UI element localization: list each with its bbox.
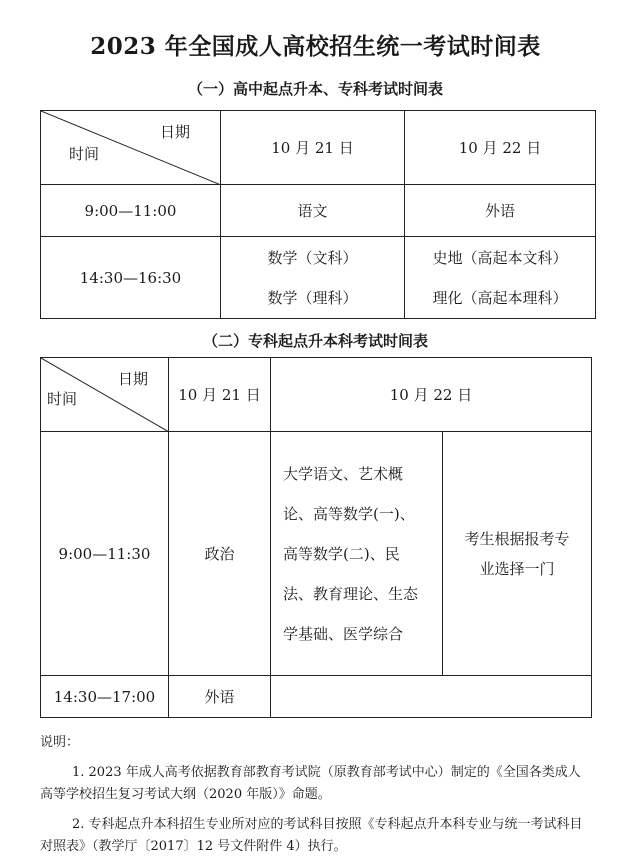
table2-date-2: 10 月 22 日 bbox=[271, 358, 592, 432]
subject-line: 史地（高起本文科） bbox=[432, 248, 568, 267]
subject-line: 理化（高起本理科） bbox=[432, 288, 568, 307]
table1-heading: （一）高中起点升本、专科考试时间表 bbox=[187, 80, 443, 98]
subject-cell bbox=[221, 237, 405, 319]
subject-cell: 政治 bbox=[169, 432, 271, 676]
table-row bbox=[41, 676, 592, 718]
empty-cell bbox=[271, 676, 592, 718]
table1-date-1: 10 月 21 日 bbox=[221, 111, 405, 185]
note-item: 1. 2023 年成人高考依据教育部教育考试院（原教育部考试中心）制定的《全国各类成人高等学校招生复习考试大纲（2020 年版）》命题。 bbox=[40, 765, 581, 802]
table1-header-row bbox=[41, 111, 596, 185]
subject-cell bbox=[405, 237, 596, 319]
subject-line: 论、高等数学(一)、 bbox=[283, 504, 415, 523]
table1 bbox=[40, 110, 596, 319]
corner-time-label: 时间 bbox=[47, 390, 78, 408]
corner-date-label: 日期 bbox=[117, 370, 148, 388]
table-row bbox=[41, 432, 592, 676]
table2-date-1: 10 月 21 日 bbox=[169, 358, 271, 432]
notes-label: 说明： bbox=[40, 735, 80, 750]
instruction-cell bbox=[443, 432, 592, 676]
table2-header-row bbox=[41, 358, 592, 432]
time-cell: 14:30—17:00 bbox=[41, 676, 169, 718]
time-cell: 14:30—16:30 bbox=[41, 237, 221, 319]
note-item: 2. 专科起点升本科招生专业所对应的考试科目按照《专科起点升本科专业与统一考试科目对照表》（教学厅〔2017〕12 号文件附件 4）执行。 bbox=[40, 817, 583, 854]
table1-date-2: 10 月 22 日 bbox=[405, 111, 596, 185]
corner-time-label: 时间 bbox=[69, 145, 100, 163]
subject-line: 法、教育理论、生态 bbox=[283, 584, 419, 603]
subject-cell: 外语 bbox=[169, 676, 271, 718]
subject-cell: 语文 bbox=[221, 185, 405, 237]
instruction-line: 考生根据报考专 bbox=[464, 529, 570, 548]
table2-corner-cell bbox=[41, 358, 169, 432]
table2 bbox=[40, 357, 592, 718]
table-row bbox=[41, 185, 596, 237]
subject-cell: 外语 bbox=[405, 185, 596, 237]
notes-section bbox=[40, 732, 590, 858]
time-cell: 9:00—11:30 bbox=[41, 432, 169, 676]
subject-line: 数学（理科） bbox=[267, 288, 358, 307]
subject-line: 高等数学(二)、民 bbox=[283, 544, 400, 563]
table1-corner-cell bbox=[41, 111, 221, 185]
diagonal-line bbox=[41, 111, 221, 185]
page-title: 2023 年全国成人高校招生统一考试时间表 bbox=[90, 33, 541, 60]
subject-line: 数学（文科） bbox=[267, 248, 358, 267]
instruction-line: 业选择一门 bbox=[479, 559, 555, 578]
subject-line: 大学语文、艺术概 bbox=[283, 464, 404, 483]
corner-date-label: 日期 bbox=[159, 123, 190, 141]
table2-heading: （二）专科起点升本科考试时间表 bbox=[202, 332, 428, 350]
subject-list-cell bbox=[271, 432, 443, 676]
time-cell: 9:00—11:00 bbox=[41, 185, 221, 237]
subject-line: 学基础、医学综合 bbox=[283, 624, 404, 643]
table-row bbox=[41, 237, 596, 319]
